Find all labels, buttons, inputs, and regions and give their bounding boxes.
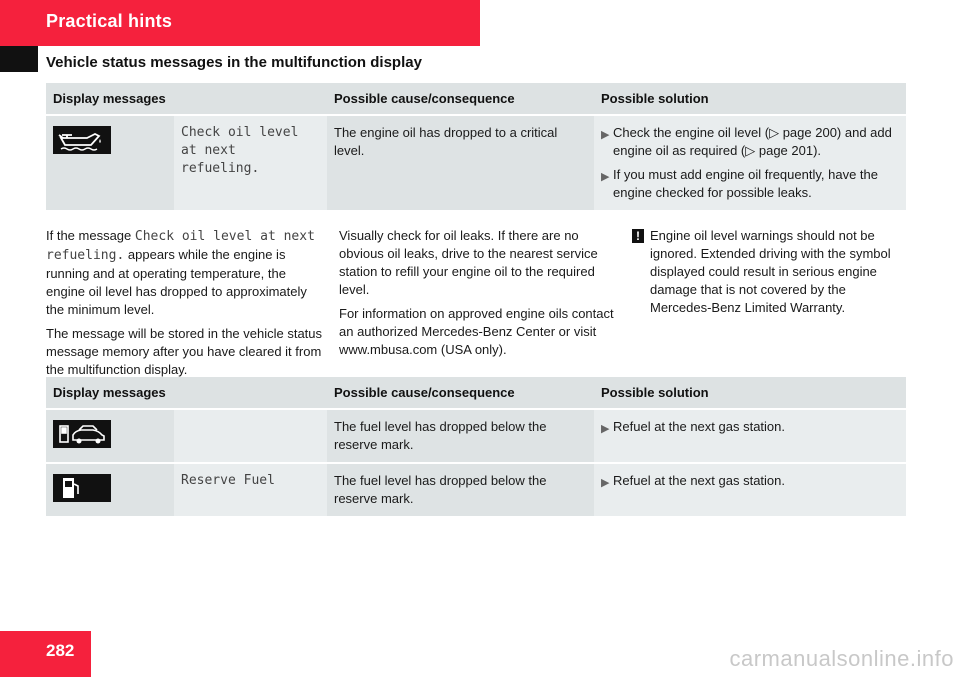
body-column-1 bbox=[46, 227, 324, 385]
solution-cell bbox=[594, 115, 906, 211]
oil-message-table bbox=[46, 83, 906, 212]
paragraph: For information on approved engine oils contact an authorized Mercedes-Benz Center or visit www.mbusa.com (USA only). bbox=[339, 306, 614, 357]
solution-text: Refuel at the next gas station. bbox=[613, 419, 785, 434]
page-number: 282 bbox=[46, 641, 75, 660]
section-marker bbox=[0, 46, 38, 72]
solution-text: Refuel at the next gas station. bbox=[613, 473, 785, 488]
display-message-cell: Check oil level at next refueling. bbox=[174, 115, 327, 211]
column-header-display: Display messages bbox=[46, 377, 327, 409]
solution-text: Check the engine oil level (▷ page 200) and add engine oil as required (▷ page 201). bbox=[613, 125, 892, 158]
oil-can-icon bbox=[53, 126, 111, 154]
page-subtitle: Vehicle status messages in the multifunction display bbox=[46, 54, 422, 71]
solution-item bbox=[601, 166, 899, 202]
display-message-cell bbox=[174, 409, 327, 463]
column-header-cause: Possible cause/consequence bbox=[327, 377, 594, 409]
column-header-solution: Possible solution bbox=[594, 377, 906, 409]
table-row bbox=[46, 463, 906, 517]
warning-text: Engine oil level warnings should not be ignored. Extended driving with the symbol displayed could result in serious engine damage that is not covered by the Mercedes-Benz Limited Warranty. bbox=[650, 228, 891, 315]
bullet-arrow-icon: ▶ bbox=[601, 423, 610, 435]
body-column-3 bbox=[632, 227, 906, 317]
bullet-arrow-icon: ▶ bbox=[601, 129, 610, 141]
solution-item bbox=[601, 124, 899, 160]
display-icon-cell bbox=[46, 409, 174, 463]
page-number-box bbox=[0, 631, 91, 677]
table-header-row bbox=[46, 83, 906, 115]
table-row bbox=[46, 115, 906, 211]
table-row bbox=[46, 409, 906, 463]
display-message-cell: Reserve Fuel bbox=[174, 463, 327, 517]
paragraph bbox=[46, 227, 324, 319]
watermark: carmanualsonline.info bbox=[729, 646, 954, 671]
body-column-2 bbox=[339, 227, 617, 365]
column-header-display: Display messages bbox=[46, 83, 327, 115]
paragraph: Visually check for oil leaks. If there are no obvious oil leaks, drive to the nearest service station to refill your engine oil to the required level. bbox=[339, 228, 598, 297]
display-icon-cell bbox=[46, 463, 174, 517]
section-title: Practical hints bbox=[46, 11, 173, 31]
warning-note bbox=[632, 227, 906, 317]
bullet-arrow-icon: ▶ bbox=[601, 477, 610, 489]
solution-item bbox=[601, 472, 899, 492]
column-header-cause: Possible cause/consequence bbox=[327, 83, 594, 115]
fuel-pump-icon bbox=[53, 474, 111, 502]
display-message-text: Check oil level at next refueling. bbox=[46, 229, 315, 263]
solution-text: If you must add engine oil frequently, have the engine checked for possible leaks. bbox=[613, 167, 878, 200]
fuel-message-table bbox=[46, 377, 906, 518]
warning-icon: ! bbox=[632, 229, 644, 243]
cause-cell: The fuel level has dropped below the reserve mark. bbox=[327, 463, 594, 517]
cause-cell: The fuel level has dropped below the reserve mark. bbox=[327, 409, 594, 463]
fuel-pump-car-icon bbox=[53, 420, 111, 448]
table-header-row bbox=[46, 377, 906, 409]
header-bar bbox=[0, 0, 480, 46]
paragraph: The message will be stored in the vehicle status message memory after you have cleared it from the multifunction display. bbox=[46, 326, 323, 377]
text: If the message bbox=[46, 228, 135, 243]
cause-cell: The engine oil has dropped to a critical level. bbox=[327, 115, 594, 211]
text: appears while the engine is running and at operating temperature, the engine oil level has dropped to approximately the minimum level. bbox=[46, 247, 307, 317]
solution-item bbox=[601, 418, 899, 438]
solution-cell bbox=[594, 409, 906, 463]
column-header-solution: Possible solution bbox=[594, 83, 906, 115]
bullet-arrow-icon: ▶ bbox=[601, 171, 610, 183]
display-icon-cell bbox=[46, 115, 174, 211]
solution-cell bbox=[594, 463, 906, 517]
